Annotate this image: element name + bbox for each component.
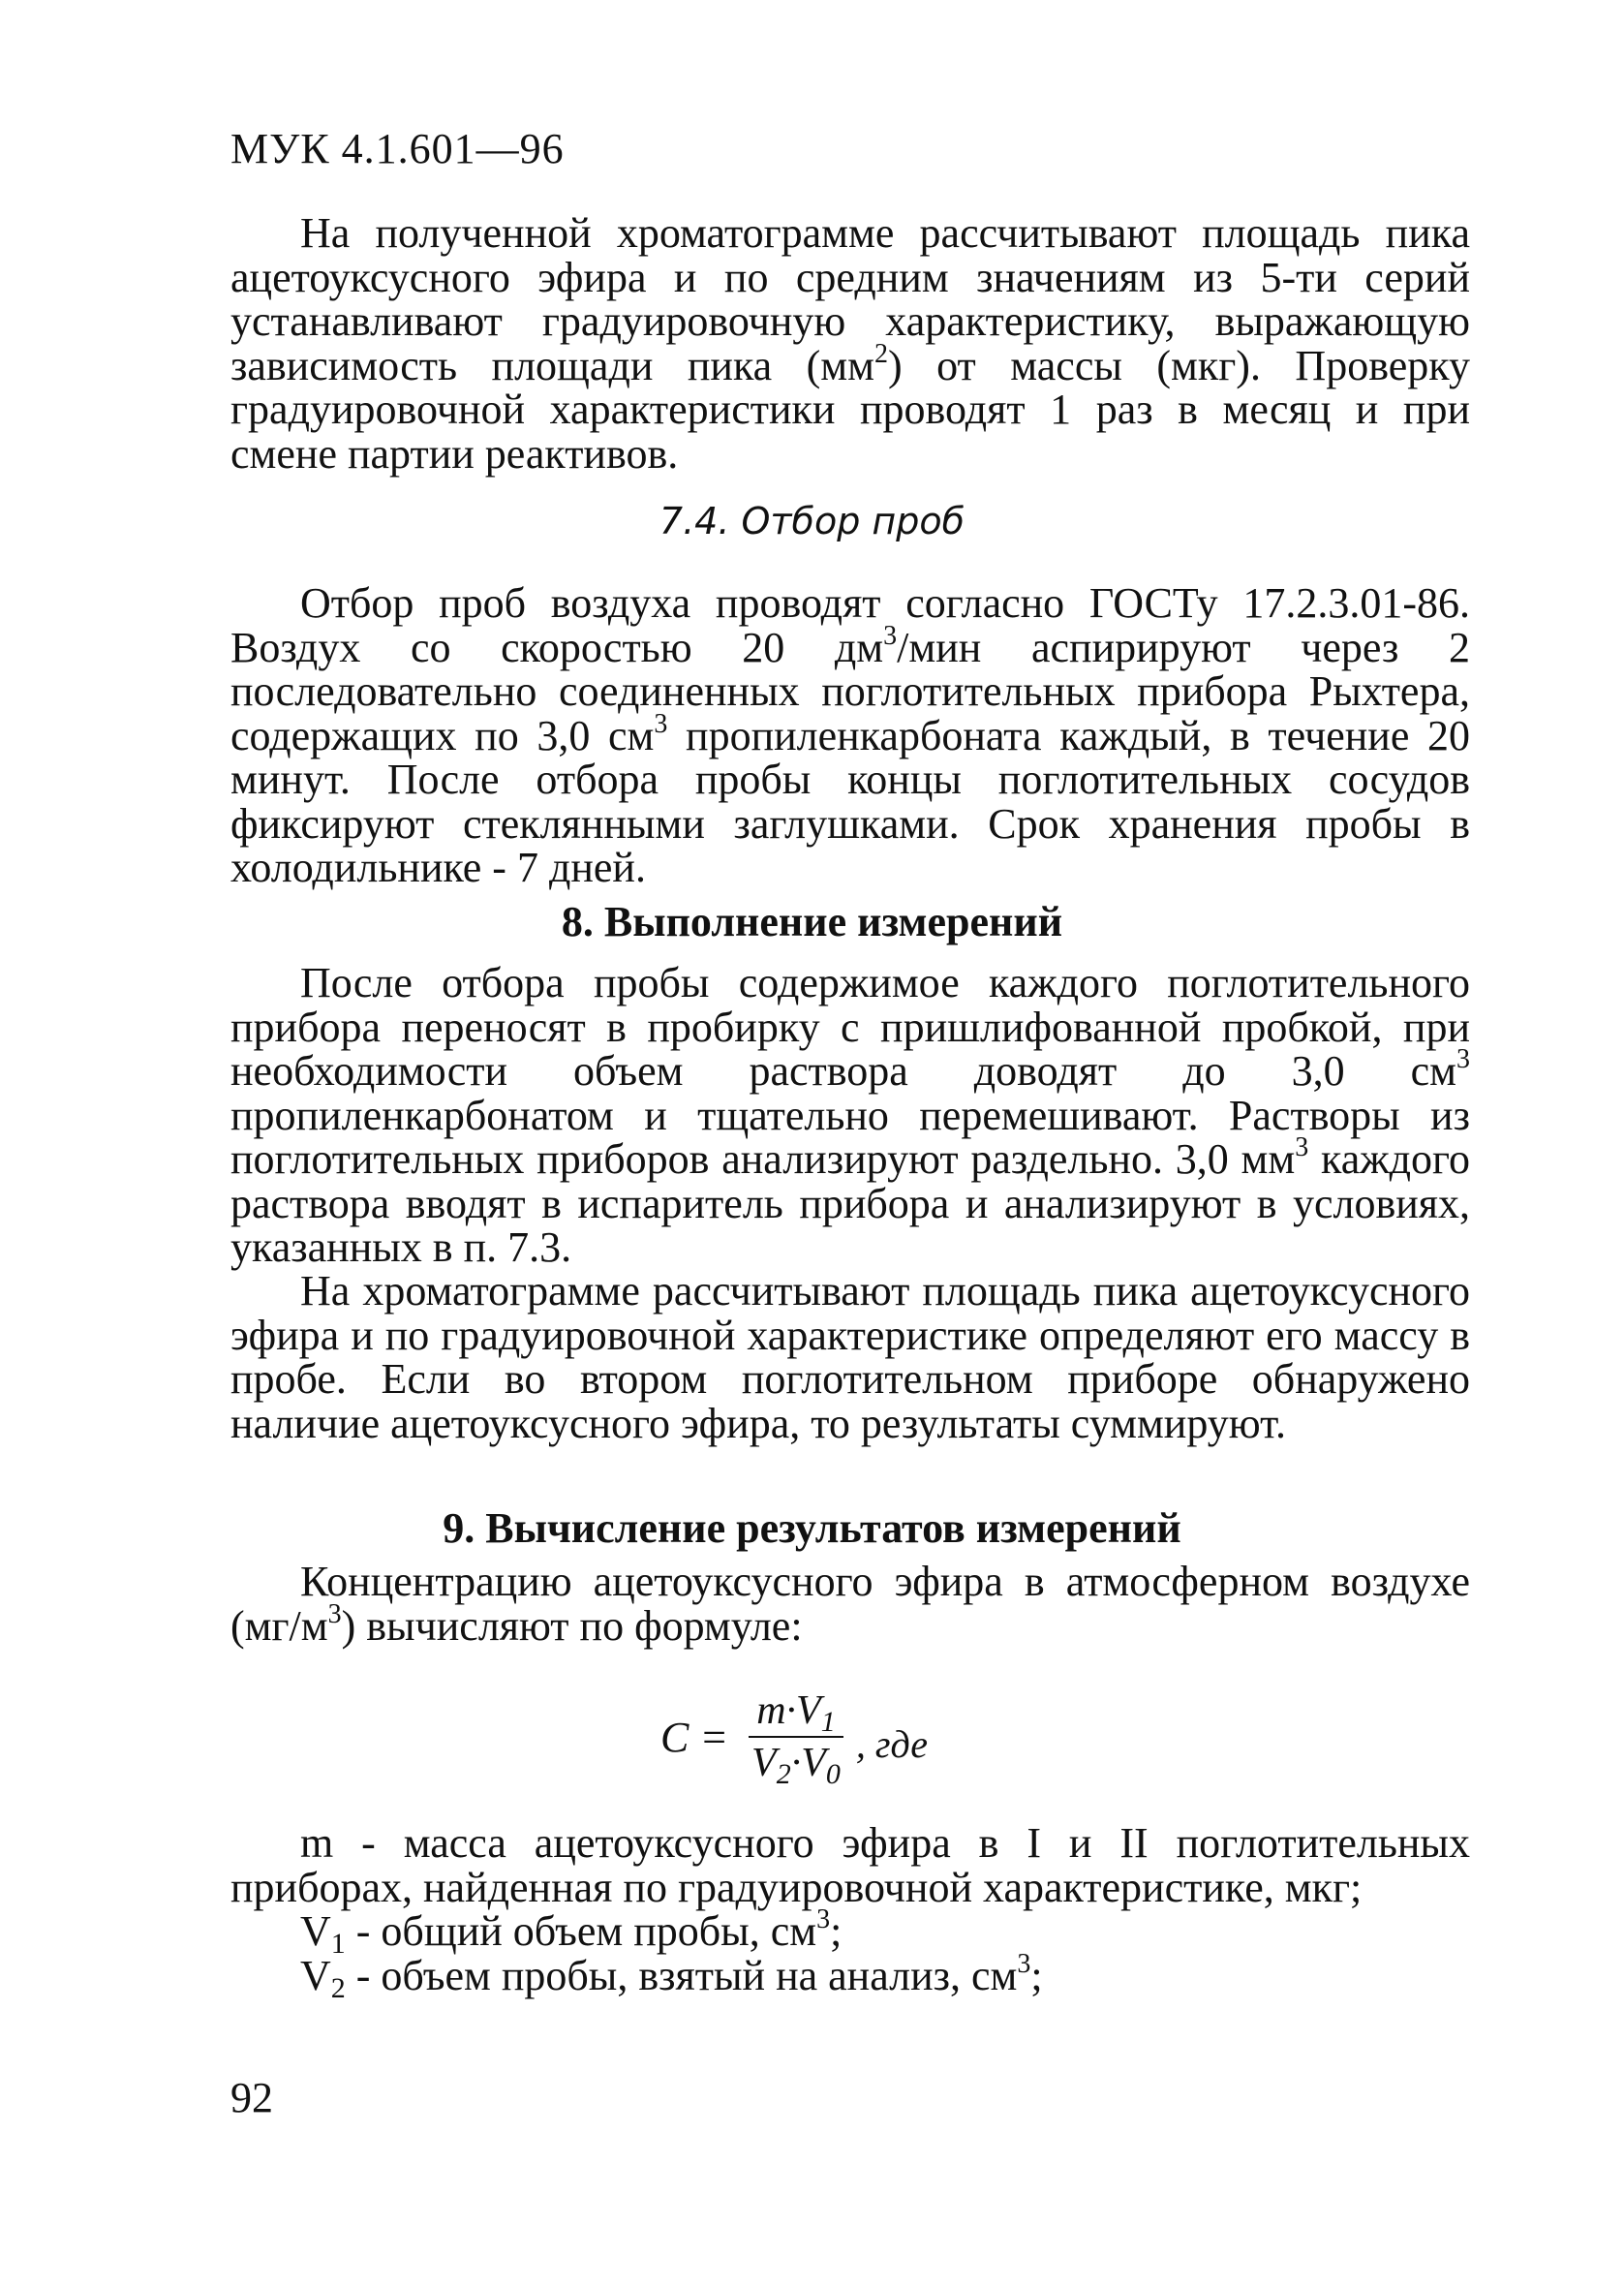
subscript: 2 <box>776 1758 791 1790</box>
formula-where: , где <box>855 1721 928 1766</box>
subscript: 1 <box>820 1706 836 1738</box>
concentration-formula <box>660 1687 928 1790</box>
document-code: МУК 4.1.601—96 <box>230 125 565 172</box>
paragraph-concentration <box>230 1560 1470 1648</box>
paragraph-text: ) от массы (мкг). Проверку градуировочной характеристики проводят 1 раз в месяц и при смене партии реактивов. <box>230 341 1470 478</box>
formula-denominator-text: V <box>751 1741 777 1785</box>
variable-symbol: V <box>300 1952 331 1999</box>
variable-tail: ; <box>1030 1952 1043 1999</box>
paragraph-text: каждого раствора вводят в испаритель прибора и анализируют в условиях, указанных в п. 7.3. <box>230 1135 1470 1271</box>
variable-v2-definition <box>300 1949 1043 2004</box>
superscript: 3 <box>1295 1132 1309 1162</box>
superscript: 3 <box>1017 1949 1031 1979</box>
formula-denominator <box>744 1738 848 1790</box>
paragraph-text: ) вычисляют по формуле: <box>341 1601 803 1650</box>
superscript: 3 <box>654 708 668 739</box>
page-number: 92 <box>230 2074 273 2121</box>
variable-v1-definition <box>300 1904 843 1960</box>
section-heading-8: 8. Выполнение измерений <box>561 898 1063 945</box>
superscript: 3 <box>1456 1044 1470 1074</box>
formula-denominator-text: ·V <box>790 1741 826 1785</box>
section-heading-9: 9. Вычисление результатов измерений <box>443 1504 1181 1552</box>
paragraph-text: пропиленкарбоната каждый, в течение 20 минут. После отбора пробы концы поглотительных сосудов фиксируют стеклянными заглушками. Срок хранения пробы в холодильнике - 7 дней. <box>230 711 1470 891</box>
formula-lhs: C = <box>660 1713 729 1761</box>
variable-symbol: V <box>300 1907 331 1955</box>
superscript: 3 <box>816 1904 831 1934</box>
paragraph-calibration <box>230 211 1470 476</box>
paragraph-chromatogram <box>230 1269 1470 1445</box>
paragraph-text: На полученной хроматограмме рассчитывают площадь пика ацетоуксусного эфира и по средним значениям из 5-ти серий устанавливают градуировочную характеристику, выражающую зависимость площади пика (мм <box>230 209 1470 389</box>
subsection-title-7-4: 7.4. Отбор проб <box>659 500 965 542</box>
subscript: 1 <box>330 1928 346 1960</box>
superscript: 3 <box>883 620 898 651</box>
variable-tail: ; <box>830 1907 843 1955</box>
superscript: 3 <box>327 1598 342 1629</box>
subscript: 0 <box>825 1758 841 1790</box>
variable-text: - объем пробы, взятый на анализ, см <box>345 1952 1018 1999</box>
paragraph-text: пропиленкарбонатом и тщательно перемешивают. Растворы из поглотительных приборов анализируют раздельно. 3,0 мм <box>230 1091 1470 1183</box>
paragraph-text: Концентрацию ацетоуксусного эфира в атмосферном воздухе (мг/м <box>230 1558 1470 1650</box>
variable-text: - общий объем пробы, см <box>345 1907 817 1955</box>
paragraph-sampling <box>230 581 1470 890</box>
subscript: 2 <box>330 1972 346 2004</box>
paragraph-measurement <box>230 961 1470 1270</box>
paragraph-text: На хроматограмме рассчитывают площадь пика ацетоуксусного эфира и по градуировочной характеристике определяют его массу в пробе. Если во втором поглотительном приборе обнаружено наличие ацетоуксусного эфира, то результаты суммируют. <box>230 1267 1470 1447</box>
paragraph-text: /мин аспирируют через 2 последовательно соединенных поглотительных прибора Рыхтера, содержащих по 3,0 см <box>230 623 1471 759</box>
formula-fraction <box>744 1687 848 1790</box>
superscript: 2 <box>874 338 888 369</box>
variable-m-definition <box>230 1821 1470 1909</box>
paragraph-text: Отбор проб воздуха проводят согласно ГОСТу 17.2.3.01-86. Воздух со скоростью 20 дм <box>230 579 1470 671</box>
paragraph-text: m - масса ацетоуксусного эфира в I и II поглотительных приборах, найденная по градуировочной характеристике, мкг; <box>230 1819 1470 1911</box>
formula-numerator <box>749 1687 843 1738</box>
paragraph-text: После отбора пробы содержимое каждого поглотительного прибора переносят в пробирку с пришлифованной пробкой, при необходимости объем раствора доводят до 3,0 см <box>230 959 1470 1095</box>
formula-numerator-text: m·V <box>756 1688 821 1733</box>
